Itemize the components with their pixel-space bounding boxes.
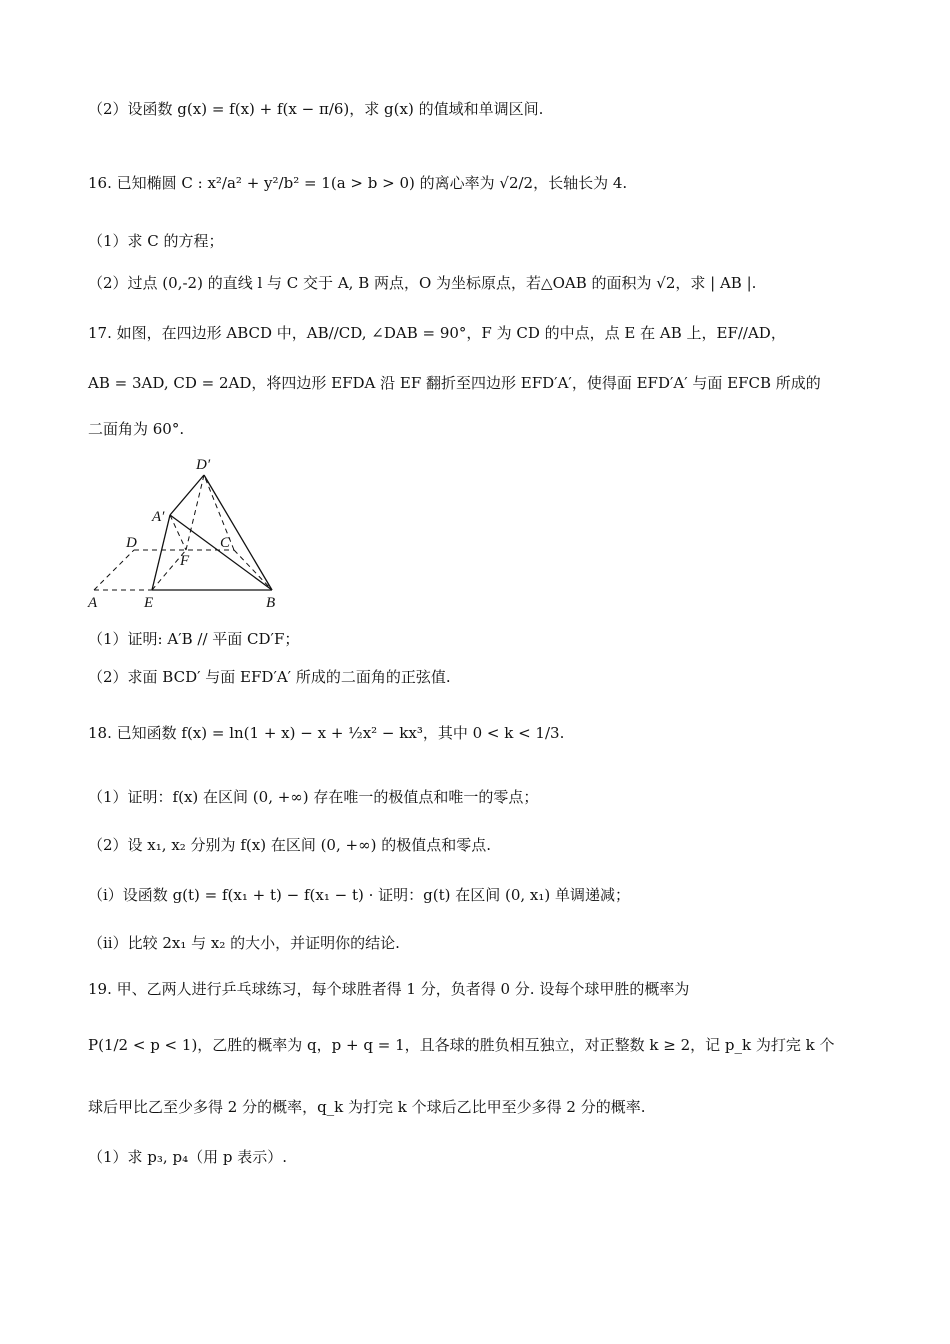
text-line-q16: 16. 已知椭圆 C : x²/a² + y²/b² = 1(a > b > 0) 的离心率为 √2/2，长轴长为 4. <box>88 174 628 192</box>
label-E: E <box>144 595 154 611</box>
text-line-q17: 17. 如图，在四边形 ABCD 中，AB//CD, ∠DAB = 90°，F 为 CD 的中点，点 E 在 AB 上，EF//AD， <box>88 324 786 342</box>
label-B: B <box>266 595 276 611</box>
edge-CB <box>234 550 272 590</box>
label-F: F <box>180 553 190 569</box>
text-line-q17-2: （2）求面 BCD′ 与面 EFD′A′ 所成的二面角的正弦值. <box>88 668 451 686</box>
label-D1: D′ <box>196 457 211 473</box>
label-A: A <box>88 595 98 611</box>
edge-AD <box>94 550 134 590</box>
text-line-q16-2: （2）过点 (0,-2) 的直线 l 与 C 交于 A, B 两点，O 为坐标原点，若△OAB 的面积为 √2，求 | AB |. <box>88 274 757 292</box>
text-line-q15-2: （2）设函数 g(x) = f(x) + f(x − π/6)，求 g(x) 的值域和单调区间. <box>88 100 544 118</box>
text-line-q19-cont1: P(1/2 < p < 1)，乙胜的概率为 q，p + q = 1，且各球的胜负相互独立，对正整数 k ≥ 2，记 p_k 为打完 k 个 <box>88 1036 835 1054</box>
folding-geometry-figure <box>82 455 292 615</box>
text-line-q18-2ii: （ii）比较 2x₁ 与 x₂ 的大小，并证明你的结论. <box>88 934 400 952</box>
text-line-q16-1: （1）求 C 的方程； <box>88 232 224 250</box>
edge-EA1 <box>152 515 170 590</box>
label-D: D <box>126 535 137 551</box>
label-A1: A′ <box>152 509 165 525</box>
text-line-q18-2: （2）设 x₁, x₂ 分别为 f(x) 在区间 (0, +∞) 的极值点和零点. <box>88 836 491 854</box>
text-line-q19: 19. 甲、乙两人进行乒乓球练习，每个球胜者得 1 分，负者得 0 分. 设每个球甲胜的概率为 <box>88 980 690 998</box>
text-line-q17-1: （1）证明: A′B // 平面 CD′F； <box>88 630 300 648</box>
text-line-q18-1: （1）证明：f(x) 在区间 (0, +∞) 存在唯一的极值点和唯一的零点； <box>88 788 539 806</box>
label-C: C <box>220 535 231 551</box>
text-line-q17-cont1: AB = 3AD, CD = 2AD，将四边形 EFDA 沿 EF 翻折至四边形 EFD′A′，使得面 EFD′A′ 与面 EFCB 所成的 <box>88 374 821 392</box>
text-line-q17-cont2: 二面角为 60°. <box>88 420 185 438</box>
text-line-q18-2i: （i）设函数 g(t) = f(x₁ + t) − f(x₁ − t) · 证明：g(t) 在区间 (0, x₁) 单调递减； <box>88 886 631 904</box>
text-line-q18: 18. 已知函数 f(x) = ln(1 + x) − x + ½x² − kx³，其中 0 < k < 1/3. <box>88 724 565 742</box>
text-line-q19-1: （1）求 p₃, p₄（用 p 表示）. <box>88 1148 287 1166</box>
text-line-q19-cont2: 球后甲比乙至少多得 2 分的概率，q_k 为打完 k 个球后乙比甲至少多得 2 分的概率. <box>88 1098 646 1116</box>
edge-D1B <box>204 475 272 590</box>
